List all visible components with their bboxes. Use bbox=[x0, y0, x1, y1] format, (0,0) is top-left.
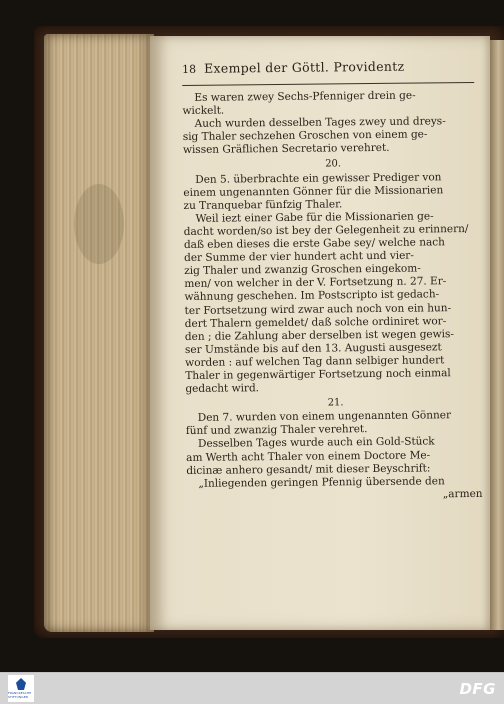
text-line: wissen Gräflichen Secretario verehret. bbox=[182, 142, 390, 157]
header-rule bbox=[182, 82, 474, 86]
text-line: worden : auf welchen Tag dann selbiger hundert bbox=[185, 354, 445, 369]
text-line: sig Thaler sechzehen Groschen von einem ge- bbox=[182, 128, 428, 144]
text-line: Auch wurden desselben Tages zwey und dreys- bbox=[194, 115, 446, 131]
text-line: der Summe der vier hundert acht und vier- bbox=[183, 249, 414, 265]
text-line: gedacht wird. bbox=[185, 382, 260, 396]
page-number: 18 bbox=[182, 62, 197, 76]
text-line: wähnung geschehen. Im Postscripto ist gedach- bbox=[184, 288, 440, 304]
section-number: 21. bbox=[327, 397, 344, 409]
text-line: wickelt. bbox=[182, 104, 225, 118]
section-number: 20. bbox=[325, 158, 342, 170]
franckesche-stiftungen-logo[interactable] bbox=[8, 675, 34, 702]
text-line: dert Thalern gemeldet/ daß solche ordiniret wor- bbox=[184, 314, 447, 330]
text-line: den ; die Zahlung aber derselben ist wegen gewis- bbox=[184, 327, 454, 343]
text-line: daß eben dieses die erste Gabe sey/ welche nach bbox=[183, 236, 445, 252]
text-line: fünf und zwanzig Thaler verehret. bbox=[185, 423, 368, 438]
text-line: Thaler in gegenwärtiger Fortsetzung noch einmal bbox=[185, 367, 451, 382]
text-line: ser Umstände bis auf den 13. Augusti ausgesezt bbox=[184, 341, 442, 356]
running-header bbox=[182, 59, 482, 82]
running-head-title: Exempel der Göttl. Providentz bbox=[203, 58, 405, 76]
dfg-logo[interactable]: DFG bbox=[459, 680, 496, 698]
text-line: dacht worden/so ist bey der Gelegenheit zu erinnern/ bbox=[183, 222, 469, 238]
text-line: Desselben Tages wurde auch ein Gold-Stück bbox=[197, 435, 435, 451]
page-text-block bbox=[182, 59, 487, 504]
text-line: Den 5. überbrachte ein gewisser Prediger von bbox=[195, 170, 442, 186]
text-line: men/ von welcher in der V. Fortsetzung n. 27. Er- bbox=[184, 275, 447, 291]
text-line: Den 7. wurden von einem ungenannten Gönner bbox=[197, 409, 452, 425]
text-line: „Inliegenden geringen Pfennig übersende den bbox=[198, 474, 445, 490]
footer-bar bbox=[0, 672, 504, 704]
text-line: zu Tranquebar fünfzig Thaler. bbox=[183, 198, 343, 212]
catchword: „armen bbox=[442, 487, 483, 501]
text-line: einem ungenannten Gönner für die Missionarien bbox=[183, 183, 444, 199]
text-line: ter Fortsetzung wird zwar auch noch von ein hun- bbox=[184, 301, 452, 317]
facing-page-edge bbox=[490, 40, 504, 630]
text-line: Weil iezt einer Gabe für die Missionarien ge- bbox=[195, 210, 434, 225]
text-line: dicinæ anhero gesandt/ mit dieser Beyschrift: bbox=[186, 462, 431, 477]
text-line: zig Thaler und zwanzig Groschen eingekom- bbox=[184, 262, 421, 278]
text-line: am Werth acht Thaler von einem Doctore Me- bbox=[186, 448, 431, 464]
book-fore-edge bbox=[44, 34, 154, 632]
text-lines bbox=[182, 89, 486, 504]
text-line: Es waren zwey Sechs-Pfenniger drein ge- bbox=[194, 89, 416, 104]
institution-logo-text: FRANCKESCHE STIFTUNGEN bbox=[8, 691, 32, 699]
institution-logo-icon bbox=[16, 678, 26, 690]
